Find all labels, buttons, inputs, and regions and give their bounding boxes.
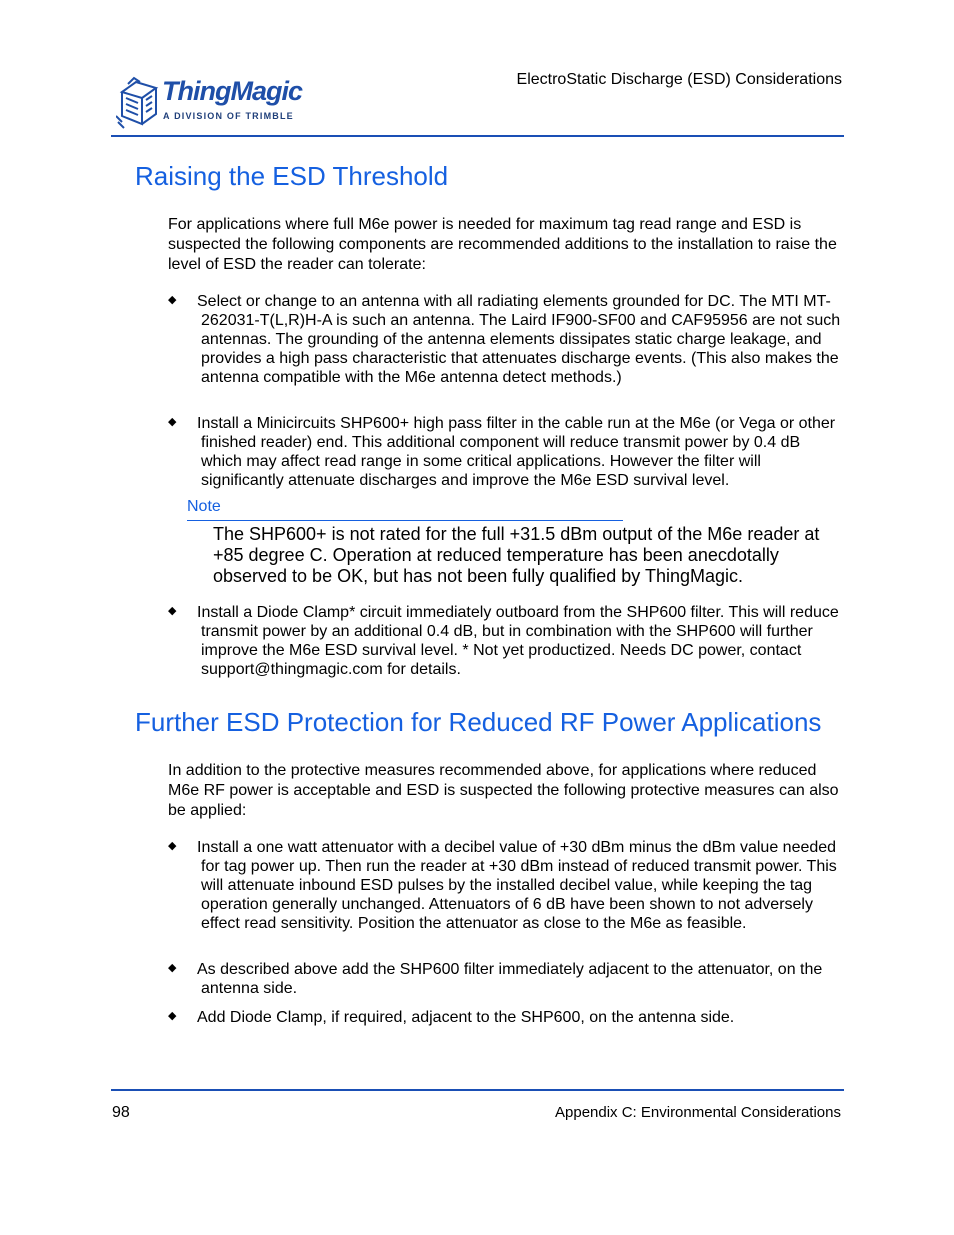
footer-chapter-title: Appendix C: Environmental Considerations xyxy=(555,1104,841,1121)
running-header-title: ElectroStatic Discharge (ESD) Considerations xyxy=(516,71,842,88)
bullet-diamond-icon: ◆ xyxy=(168,294,177,306)
logo-tagline: A DIVISION OF TRIMBLE xyxy=(163,111,294,121)
list-item: ◆ As described above add the SHP600 filter immediately adjacent to the attenuator, on the antenna side. xyxy=(168,961,823,997)
section-heading-further-esd: Further ESD Protection for Reduced RF Power Applications xyxy=(135,707,822,737)
list-item: ◆ Install a Minicircuits SHP600+ high pass filter in the cable run at the M6e (or Vega or other finished reader) end. This additional component will reduce transmit power by 0.4 dB which may affect read range in some critical applications. However the filter will significantly attenuate discharges and improve the M6e ESD survival level. xyxy=(168,415,836,489)
logo-wordmark: ThingMagic xyxy=(162,76,302,106)
bullet-diamond-icon: ◆ xyxy=(168,962,177,974)
page-number: 98 xyxy=(112,1104,130,1121)
header-rule xyxy=(111,135,844,137)
bullet-diamond-icon: ◆ xyxy=(168,416,177,428)
thingmagic-logo xyxy=(116,72,316,132)
footer-rule xyxy=(111,1089,844,1091)
section-heading-raising-esd: Raising the ESD Threshold xyxy=(135,161,449,191)
note-rule xyxy=(187,520,623,521)
list-item: ◆ Install a one watt attenuator with a decibel value of +30 dBm minus the dBm value needed for tag power up. Then run the reader at +30 dBm instead of reduced transmit power. This will attenuate inbound ESD pulses by the installed decibel value, while keeping the tag operation generally unchanged. Attenuators of 6 dB have been shown to not adversely effect read sensitivity. Position the attenuator as close to the M6e as feasible. xyxy=(168,839,837,932)
note-text: The SHP600+ is not rated for the full +31.5 dBm output of the M6e reader at +85 degree C. Operation at reduced temperature has been anecdotally observed to be OK, but has not been fully qualified by ThingMagic. xyxy=(213,524,820,586)
bullet-diamond-icon: ◆ xyxy=(168,605,177,617)
section2-intro: In addition to the protective measures recommended above, for applications where reduced M6e RF power is acceptable and ESD is suspected the following protective measures can also be applied: xyxy=(168,762,839,819)
section1-intro: For applications where full M6e power is needed for maximum tag read range and ESD is suspected the following components are recommended additions to the installation to raise the level of ESD the reader can tolerate: xyxy=(168,216,837,273)
note-label: Note xyxy=(187,498,221,515)
list-item: ◆ Select or change to an antenna with all radiating elements grounded for DC. The MTI MT-262031-T(L,R)H-A is such an antenna. The Laird IF900-SF00 and CAF95956 are not such antennas. The grounding of the antenna elements dissipates static charge leakage, and provides a high pass characteristic that attenuates discharge events. (This also makes the antenna compatible with the M6e antenna detect methods.) xyxy=(168,293,841,386)
bullet-diamond-icon: ◆ xyxy=(168,840,177,852)
list-item: ◆ Install a Diode Clamp* circuit immediately outboard from the SHP600 filter. This will reduce transmit power by an additional 0.4 dB, but in combination with the SHP600 will further improve the M6e ESD survival level. * Not yet productized. Needs DC power, contact support@thingmagic.com for details. xyxy=(168,604,839,678)
list-item: ◆ Add Diode Clamp, if required, adjacent to the SHP600, on the antenna side. xyxy=(168,1009,735,1026)
bullet-diamond-icon: ◆ xyxy=(168,1010,177,1022)
thingmagic-logo-icon xyxy=(116,72,162,130)
